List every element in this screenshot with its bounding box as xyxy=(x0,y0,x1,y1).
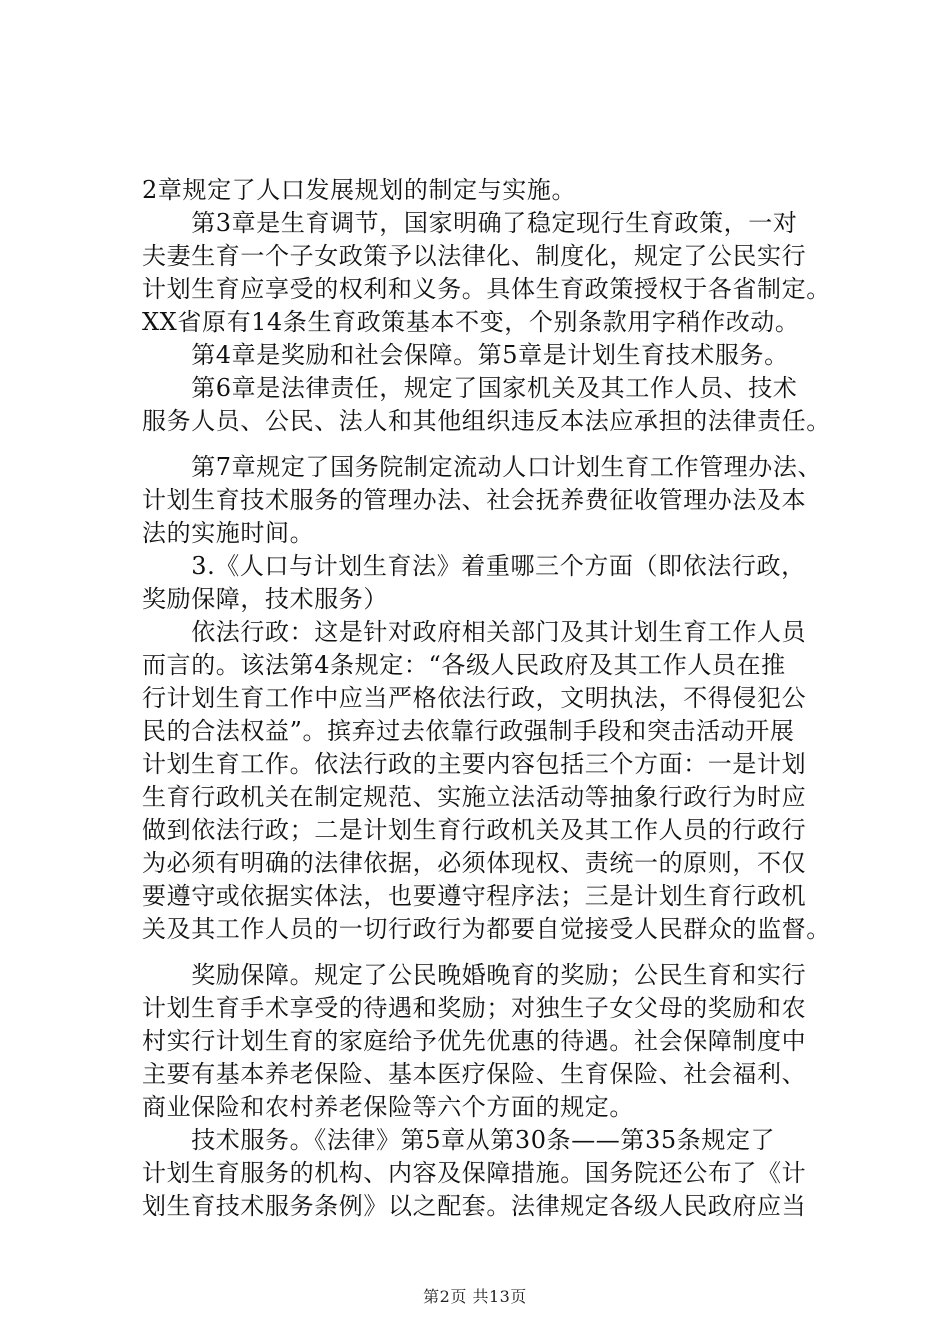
text-line: 划生育技术服务条例》以之配套。法律规定各级人民政府应当 xyxy=(142,1192,807,1220)
text-line: 为必须有明确的法律依据，必须体现权、责统一的原则，不仅 xyxy=(142,849,807,877)
text-line: 奖励保障。规定了公民晚婚晚育的奖励；公民生育和实行 xyxy=(142,961,807,989)
text-line: 依法行政：这是针对政府相关部门及其计划生育工作人员 xyxy=(142,618,807,646)
text-line: 第7章规定了国务院制定流动人口计划生育工作管理办法、 xyxy=(142,453,823,481)
text-line: 技术服务。《法律》第5章从第30条——第35条规定了 xyxy=(142,1126,776,1154)
text-line: 第4章是奖励和社会保障。第5章是计划生育技术服务。 xyxy=(142,341,789,369)
page-number-footer: 第2页 共13页 xyxy=(423,1287,527,1306)
text-line: 生育行政机关在制定规范、实施立法活动等抽象行政行为时应 xyxy=(142,783,807,811)
text-line: 行计划生育工作中应当严格依法行政，文明执法，不得侵犯公 xyxy=(142,684,807,712)
text-line: 计划生育服务的机构、内容及保障措施。国务院还公布了《计 xyxy=(142,1159,807,1187)
text-line: 做到依法行政；二是计划生育行政机关及其工作人员的行政行 xyxy=(142,816,807,844)
text-line: 夫妻生育一个子女政策予以法律化、制度化，规定了公民实行 xyxy=(142,242,807,270)
text-line: 计划生育工作。依法行政的主要内容包括三个方面：一是计划 xyxy=(142,750,807,778)
text-line: 关及其工作人员的一切行政行为都要自觉接受人民群众的监督。 xyxy=(142,915,831,943)
text-line: 法的实施时间。 xyxy=(142,519,315,547)
text-line: 2章规定了人口发展规划的制定与实施。 xyxy=(142,176,577,204)
text-line: 3.《人口与计划生育法》着重哪三个方面（即依法行政， xyxy=(142,552,806,580)
text-line: 计划生育手术享受的待遇和奖励；对独生子女父母的奖励和农 xyxy=(142,994,807,1022)
text-line: 村实行计划生育的家庭给予优先优惠的待遇。社会保障制度中 xyxy=(142,1027,807,1055)
text-line: 第6章是法律责任，规定了国家机关及其工作人员、技术 xyxy=(142,374,798,402)
text-line: XX省原有14条生育政策基本不变，个别条款用字稍作改动。 xyxy=(142,308,800,336)
text-line: 而言的。该法第4条规定：“各级人民政府及其工作人员在推 xyxy=(142,651,786,679)
text-line: 计划生育技术服务的管理办法、社会抚养费征收管理办法及本 xyxy=(142,486,807,514)
text-line: 服务人员、公民、法人和其他组织违反本法应承担的法律责任。 xyxy=(142,407,831,435)
text-line: 商业保险和农村养老保险等六个方面的规定。 xyxy=(142,1093,634,1121)
text-line: 计划生育应享受的权利和义务。具体生育政策授权于各省制定。 xyxy=(142,275,831,303)
text-line: 民的合法权益”。摈弃过去依靠行政强制手段和突击活动开展 xyxy=(142,717,795,745)
text-line: 第3章是生育调节，国家明确了稳定现行生育政策，一对 xyxy=(142,209,798,237)
text-line: 奖励保障，技术服务） xyxy=(142,585,388,613)
text-line: 要遵守或依据实体法，也要遵守程序法；三是计划生育行政机 xyxy=(142,882,807,910)
text-line: 主要有基本养老保险、基本医疗保险、生育保险、社会福利、 xyxy=(142,1060,807,1088)
